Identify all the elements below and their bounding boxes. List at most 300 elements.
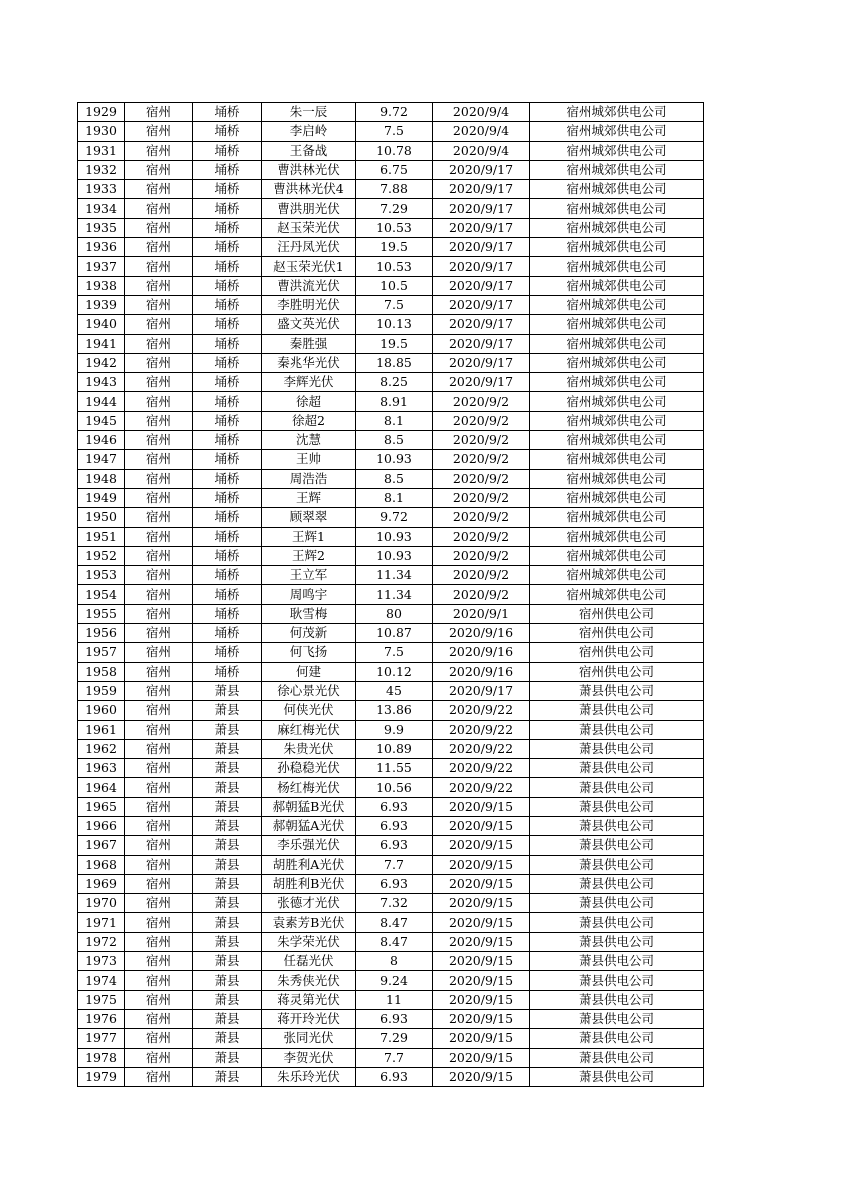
capacity-cell: 8	[356, 952, 433, 971]
name-cell: 蒋开玲光伏	[262, 1009, 356, 1028]
city-cell: 宿州	[125, 276, 193, 295]
table-row	[78, 199, 704, 218]
row-number-cell: 1931	[78, 141, 125, 160]
date-cell: 2020/9/2	[433, 585, 530, 604]
table-row	[78, 334, 704, 353]
district-cell: 埇桥	[193, 295, 262, 314]
capacity-cell: 80	[356, 604, 433, 623]
city-cell: 宿州	[125, 1067, 193, 1086]
city-cell: 宿州	[125, 566, 193, 585]
district-cell: 萧县	[193, 759, 262, 778]
company-cell: 宿州城郊供电公司	[530, 334, 704, 353]
city-cell: 宿州	[125, 238, 193, 257]
row-number-cell: 1932	[78, 160, 125, 179]
date-cell: 2020/9/15	[433, 932, 530, 951]
city-cell: 宿州	[125, 431, 193, 450]
city-cell: 宿州	[125, 720, 193, 739]
company-cell: 宿州城郊供电公司	[530, 315, 704, 334]
date-cell: 2020/9/17	[433, 315, 530, 334]
city-cell: 宿州	[125, 160, 193, 179]
table-row	[78, 797, 704, 816]
name-cell: 孙稳稳光伏	[262, 759, 356, 778]
row-number-cell: 1934	[78, 199, 125, 218]
capacity-cell: 7.5	[356, 122, 433, 141]
date-cell: 2020/9/16	[433, 643, 530, 662]
row-number-cell: 1974	[78, 971, 125, 990]
table-row	[78, 643, 704, 662]
date-cell: 2020/9/4	[433, 122, 530, 141]
district-cell: 埇桥	[193, 257, 262, 276]
capacity-cell: 6.93	[356, 874, 433, 893]
date-cell: 2020/9/17	[433, 295, 530, 314]
city-cell: 宿州	[125, 141, 193, 160]
name-cell: 曹洪林光伏4	[262, 180, 356, 199]
capacity-cell: 8.1	[356, 411, 433, 430]
company-cell: 萧县供电公司	[530, 759, 704, 778]
name-cell: 郝朝猛B光伏	[262, 797, 356, 816]
name-cell: 秦胜强	[262, 334, 356, 353]
capacity-cell: 18.85	[356, 353, 433, 372]
row-number-cell: 1936	[78, 238, 125, 257]
company-cell: 宿州城郊供电公司	[530, 238, 704, 257]
date-cell: 2020/9/15	[433, 1009, 530, 1028]
name-cell: 何飞扬	[262, 643, 356, 662]
company-cell: 宿州城郊供电公司	[530, 276, 704, 295]
city-cell: 宿州	[125, 643, 193, 662]
row-number-cell: 1938	[78, 276, 125, 295]
capacity-cell: 10.89	[356, 739, 433, 758]
company-cell: 萧县供电公司	[530, 874, 704, 893]
city-cell: 宿州	[125, 546, 193, 565]
district-cell: 萧县	[193, 1009, 262, 1028]
row-number-cell: 1941	[78, 334, 125, 353]
district-cell: 萧县	[193, 971, 262, 990]
date-cell: 2020/9/22	[433, 759, 530, 778]
row-number-cell: 1947	[78, 450, 125, 469]
name-cell: 张德才光伏	[262, 894, 356, 913]
date-cell: 2020/9/16	[433, 624, 530, 643]
district-cell: 埇桥	[193, 180, 262, 199]
city-cell: 宿州	[125, 874, 193, 893]
capacity-cell: 10.93	[356, 450, 433, 469]
district-cell: 埇桥	[193, 218, 262, 237]
company-cell: 宿州城郊供电公司	[530, 199, 704, 218]
name-cell: 王辉1	[262, 527, 356, 546]
company-cell: 萧县供电公司	[530, 952, 704, 971]
capacity-cell: 8.47	[356, 932, 433, 951]
city-cell: 宿州	[125, 411, 193, 430]
row-number-cell: 1967	[78, 836, 125, 855]
name-cell: 朱一辰	[262, 103, 356, 122]
date-cell: 2020/9/15	[433, 913, 530, 932]
district-cell: 萧县	[193, 1067, 262, 1086]
table-row	[78, 122, 704, 141]
date-cell: 2020/9/15	[433, 874, 530, 893]
district-cell: 埇桥	[193, 334, 262, 353]
district-cell: 萧县	[193, 1029, 262, 1048]
date-cell: 2020/9/15	[433, 1048, 530, 1067]
capacity-cell: 19.5	[356, 334, 433, 353]
name-cell: 顾翠翠	[262, 508, 356, 527]
table-row	[78, 238, 704, 257]
company-cell: 宿州供电公司	[530, 604, 704, 623]
city-cell: 宿州	[125, 508, 193, 527]
date-cell: 2020/9/2	[433, 508, 530, 527]
name-cell: 耿雪梅	[262, 604, 356, 623]
date-cell: 2020/9/15	[433, 855, 530, 874]
company-cell: 宿州城郊供电公司	[530, 488, 704, 507]
row-number-cell: 1958	[78, 662, 125, 681]
district-cell: 萧县	[193, 874, 262, 893]
company-cell: 宿州城郊供电公司	[530, 373, 704, 392]
date-cell: 2020/9/22	[433, 778, 530, 797]
row-number-cell: 1950	[78, 508, 125, 527]
district-cell: 埇桥	[193, 566, 262, 585]
city-cell: 宿州	[125, 218, 193, 237]
name-cell: 王立军	[262, 566, 356, 585]
row-number-cell: 1975	[78, 990, 125, 1009]
date-cell: 2020/9/22	[433, 739, 530, 758]
row-number-cell: 1966	[78, 816, 125, 835]
name-cell: 王备战	[262, 141, 356, 160]
name-cell: 王辉	[262, 488, 356, 507]
date-cell: 2020/9/2	[433, 431, 530, 450]
date-cell: 2020/9/22	[433, 720, 530, 739]
capacity-cell: 6.75	[356, 160, 433, 179]
city-cell: 宿州	[125, 701, 193, 720]
row-number-cell: 1933	[78, 180, 125, 199]
city-cell: 宿州	[125, 662, 193, 681]
name-cell: 何茂新	[262, 624, 356, 643]
row-number-cell: 1972	[78, 932, 125, 951]
name-cell: 沈慧	[262, 431, 356, 450]
company-cell: 宿州城郊供电公司	[530, 566, 704, 585]
capacity-cell: 7.5	[356, 295, 433, 314]
date-cell: 2020/9/17	[433, 353, 530, 372]
district-cell: 埇桥	[193, 546, 262, 565]
row-number-cell: 1963	[78, 759, 125, 778]
table-body	[78, 103, 704, 1087]
district-cell: 埇桥	[193, 122, 262, 141]
company-cell: 萧县供电公司	[530, 681, 704, 700]
company-cell: 萧县供电公司	[530, 894, 704, 913]
city-cell: 宿州	[125, 624, 193, 643]
table-row	[78, 932, 704, 951]
date-cell: 2020/9/16	[433, 662, 530, 681]
table-row	[78, 585, 704, 604]
capacity-cell: 7.29	[356, 199, 433, 218]
row-number-cell: 1978	[78, 1048, 125, 1067]
date-cell: 2020/9/17	[433, 218, 530, 237]
capacity-cell: 8.47	[356, 913, 433, 932]
name-cell: 徐超2	[262, 411, 356, 430]
row-number-cell: 1956	[78, 624, 125, 643]
row-number-cell: 1965	[78, 797, 125, 816]
name-cell: 朱贵光伏	[262, 739, 356, 758]
city-cell: 宿州	[125, 1009, 193, 1028]
date-cell: 2020/9/17	[433, 276, 530, 295]
name-cell: 赵玉荣光伏1	[262, 257, 356, 276]
city-cell: 宿州	[125, 681, 193, 700]
table-row	[78, 469, 704, 488]
table-row	[78, 701, 704, 720]
row-number-cell: 1959	[78, 681, 125, 700]
company-cell: 宿州城郊供电公司	[530, 160, 704, 179]
capacity-cell: 45	[356, 681, 433, 700]
capacity-cell: 6.93	[356, 1067, 433, 1086]
district-cell: 埇桥	[193, 141, 262, 160]
name-cell: 盛文英光伏	[262, 315, 356, 334]
company-cell: 宿州城郊供电公司	[530, 353, 704, 372]
row-number-cell: 1964	[78, 778, 125, 797]
table-row	[78, 315, 704, 334]
name-cell: 郝朝猛A光伏	[262, 816, 356, 835]
company-cell: 宿州城郊供电公司	[530, 218, 704, 237]
city-cell: 宿州	[125, 1029, 193, 1048]
district-cell: 埇桥	[193, 315, 262, 334]
row-number-cell: 1961	[78, 720, 125, 739]
district-cell: 埇桥	[193, 488, 262, 507]
city-cell: 宿州	[125, 392, 193, 411]
district-cell: 埇桥	[193, 585, 262, 604]
row-number-cell: 1929	[78, 103, 125, 122]
company-cell: 萧县供电公司	[530, 797, 704, 816]
district-cell: 埇桥	[193, 160, 262, 179]
table-row	[78, 103, 704, 122]
name-cell: 李贺光伏	[262, 1048, 356, 1067]
row-number-cell: 1954	[78, 585, 125, 604]
capacity-cell: 7.7	[356, 855, 433, 874]
company-cell: 萧县供电公司	[530, 701, 704, 720]
capacity-cell: 10.53	[356, 257, 433, 276]
table-row	[78, 874, 704, 893]
date-cell: 2020/9/2	[433, 546, 530, 565]
name-cell: 任磊光伏	[262, 952, 356, 971]
company-cell: 宿州城郊供电公司	[530, 141, 704, 160]
district-cell: 萧县	[193, 681, 262, 700]
table-row	[78, 527, 704, 546]
date-cell: 2020/9/15	[433, 1029, 530, 1048]
name-cell: 徐心景光伏	[262, 681, 356, 700]
date-cell: 2020/9/15	[433, 1067, 530, 1086]
capacity-cell: 10.78	[356, 141, 433, 160]
table-row	[78, 971, 704, 990]
row-number-cell: 1944	[78, 392, 125, 411]
row-number-cell: 1930	[78, 122, 125, 141]
city-cell: 宿州	[125, 353, 193, 372]
company-cell: 宿州供电公司	[530, 643, 704, 662]
row-number-cell: 1953	[78, 566, 125, 585]
capacity-cell: 9.72	[356, 103, 433, 122]
district-cell: 埇桥	[193, 662, 262, 681]
row-number-cell: 1971	[78, 913, 125, 932]
capacity-cell: 6.93	[356, 1009, 433, 1028]
city-cell: 宿州	[125, 257, 193, 276]
date-cell: 2020/9/17	[433, 373, 530, 392]
capacity-cell: 10.87	[356, 624, 433, 643]
capacity-cell: 7.5	[356, 643, 433, 662]
table-row	[78, 836, 704, 855]
name-cell: 李胜明光伏	[262, 295, 356, 314]
row-number-cell: 1957	[78, 643, 125, 662]
company-cell: 萧县供电公司	[530, 913, 704, 932]
capacity-cell: 10.93	[356, 527, 433, 546]
capacity-cell: 7.7	[356, 1048, 433, 1067]
district-cell: 埇桥	[193, 373, 262, 392]
district-cell: 萧县	[193, 952, 262, 971]
row-number-cell: 1969	[78, 874, 125, 893]
row-number-cell: 1960	[78, 701, 125, 720]
table-row	[78, 855, 704, 874]
table-row	[78, 295, 704, 314]
name-cell: 王帅	[262, 450, 356, 469]
row-number-cell: 1948	[78, 469, 125, 488]
name-cell: 秦兆华光伏	[262, 353, 356, 372]
city-cell: 宿州	[125, 585, 193, 604]
table-row	[78, 604, 704, 623]
company-cell: 萧县供电公司	[530, 971, 704, 990]
table-row	[78, 450, 704, 469]
capacity-cell: 10.53	[356, 218, 433, 237]
table-row	[78, 739, 704, 758]
district-cell: 埇桥	[193, 527, 262, 546]
company-cell: 萧县供电公司	[530, 816, 704, 835]
row-number-cell: 1946	[78, 431, 125, 450]
table-row	[78, 720, 704, 739]
district-cell: 埇桥	[193, 624, 262, 643]
date-cell: 2020/9/2	[433, 488, 530, 507]
district-cell: 埇桥	[193, 103, 262, 122]
name-cell: 何侠光伏	[262, 701, 356, 720]
company-cell: 宿州城郊供电公司	[530, 546, 704, 565]
table-row	[78, 894, 704, 913]
company-cell: 宿州城郊供电公司	[530, 122, 704, 141]
row-number-cell: 1949	[78, 488, 125, 507]
capacity-cell: 10.93	[356, 546, 433, 565]
capacity-cell: 11.55	[356, 759, 433, 778]
city-cell: 宿州	[125, 990, 193, 1009]
capacity-cell: 6.93	[356, 816, 433, 835]
table-row	[78, 392, 704, 411]
capacity-cell: 19.5	[356, 238, 433, 257]
city-cell: 宿州	[125, 315, 193, 334]
date-cell: 2020/9/2	[433, 392, 530, 411]
date-cell: 2020/9/15	[433, 971, 530, 990]
row-number-cell: 1943	[78, 373, 125, 392]
row-number-cell: 1942	[78, 353, 125, 372]
name-cell: 曹洪林光伏	[262, 160, 356, 179]
row-number-cell: 1968	[78, 855, 125, 874]
name-cell: 胡胜利A光伏	[262, 855, 356, 874]
table-row	[78, 160, 704, 179]
district-cell: 萧县	[193, 797, 262, 816]
row-number-cell: 1937	[78, 257, 125, 276]
table-row	[78, 411, 704, 430]
company-cell: 萧县供电公司	[530, 1067, 704, 1086]
name-cell: 曹洪流光伏	[262, 276, 356, 295]
row-number-cell: 1977	[78, 1029, 125, 1048]
district-cell: 萧县	[193, 894, 262, 913]
district-cell: 萧县	[193, 990, 262, 1009]
table-row	[78, 624, 704, 643]
city-cell: 宿州	[125, 295, 193, 314]
date-cell: 2020/9/17	[433, 238, 530, 257]
name-cell: 徐超	[262, 392, 356, 411]
capacity-cell: 7.29	[356, 1029, 433, 1048]
capacity-cell: 13.86	[356, 701, 433, 720]
district-cell: 埇桥	[193, 392, 262, 411]
city-cell: 宿州	[125, 855, 193, 874]
date-cell: 2020/9/17	[433, 180, 530, 199]
city-cell: 宿州	[125, 778, 193, 797]
company-cell: 萧县供电公司	[530, 1029, 704, 1048]
city-cell: 宿州	[125, 469, 193, 488]
district-cell: 萧县	[193, 720, 262, 739]
date-cell: 2020/9/17	[433, 681, 530, 700]
date-cell: 2020/9/17	[433, 199, 530, 218]
table-row	[78, 373, 704, 392]
district-cell: 埇桥	[193, 411, 262, 430]
date-cell: 2020/9/2	[433, 527, 530, 546]
company-cell: 宿州城郊供电公司	[530, 392, 704, 411]
city-cell: 宿州	[125, 759, 193, 778]
name-cell: 张同光伏	[262, 1029, 356, 1048]
table-row	[78, 1048, 704, 1067]
name-cell: 胡胜利B光伏	[262, 874, 356, 893]
city-cell: 宿州	[125, 952, 193, 971]
capacity-cell: 7.88	[356, 180, 433, 199]
company-cell: 萧县供电公司	[530, 932, 704, 951]
table-row	[78, 546, 704, 565]
company-cell: 宿州供电公司	[530, 624, 704, 643]
company-cell: 宿州城郊供电公司	[530, 450, 704, 469]
capacity-cell: 8.5	[356, 469, 433, 488]
capacity-cell: 10.56	[356, 778, 433, 797]
capacity-cell: 6.93	[356, 836, 433, 855]
date-cell: 2020/9/15	[433, 836, 530, 855]
row-number-cell: 1935	[78, 218, 125, 237]
district-cell: 萧县	[193, 816, 262, 835]
date-cell: 2020/9/1	[433, 604, 530, 623]
table-row	[78, 990, 704, 1009]
company-cell: 宿州城郊供电公司	[530, 103, 704, 122]
table-row	[78, 662, 704, 681]
name-cell: 何建	[262, 662, 356, 681]
name-cell: 周浩浩	[262, 469, 356, 488]
name-cell: 李启岭	[262, 122, 356, 141]
city-cell: 宿州	[125, 971, 193, 990]
company-cell: 萧县供电公司	[530, 1048, 704, 1067]
date-cell: 2020/9/17	[433, 257, 530, 276]
district-cell: 埇桥	[193, 643, 262, 662]
data-table	[77, 102, 704, 1087]
capacity-cell: 10.12	[356, 662, 433, 681]
date-cell: 2020/9/2	[433, 450, 530, 469]
district-cell: 埇桥	[193, 276, 262, 295]
company-cell: 宿州城郊供电公司	[530, 180, 704, 199]
table-row	[78, 913, 704, 932]
company-cell: 宿州城郊供电公司	[530, 411, 704, 430]
name-cell: 袁素芳B光伏	[262, 913, 356, 932]
capacity-cell: 9.24	[356, 971, 433, 990]
date-cell: 2020/9/22	[433, 701, 530, 720]
district-cell: 埇桥	[193, 604, 262, 623]
date-cell: 2020/9/15	[433, 952, 530, 971]
name-cell: 朱秀侠光伏	[262, 971, 356, 990]
table-row	[78, 488, 704, 507]
company-cell: 宿州城郊供电公司	[530, 585, 704, 604]
row-number-cell: 1940	[78, 315, 125, 334]
